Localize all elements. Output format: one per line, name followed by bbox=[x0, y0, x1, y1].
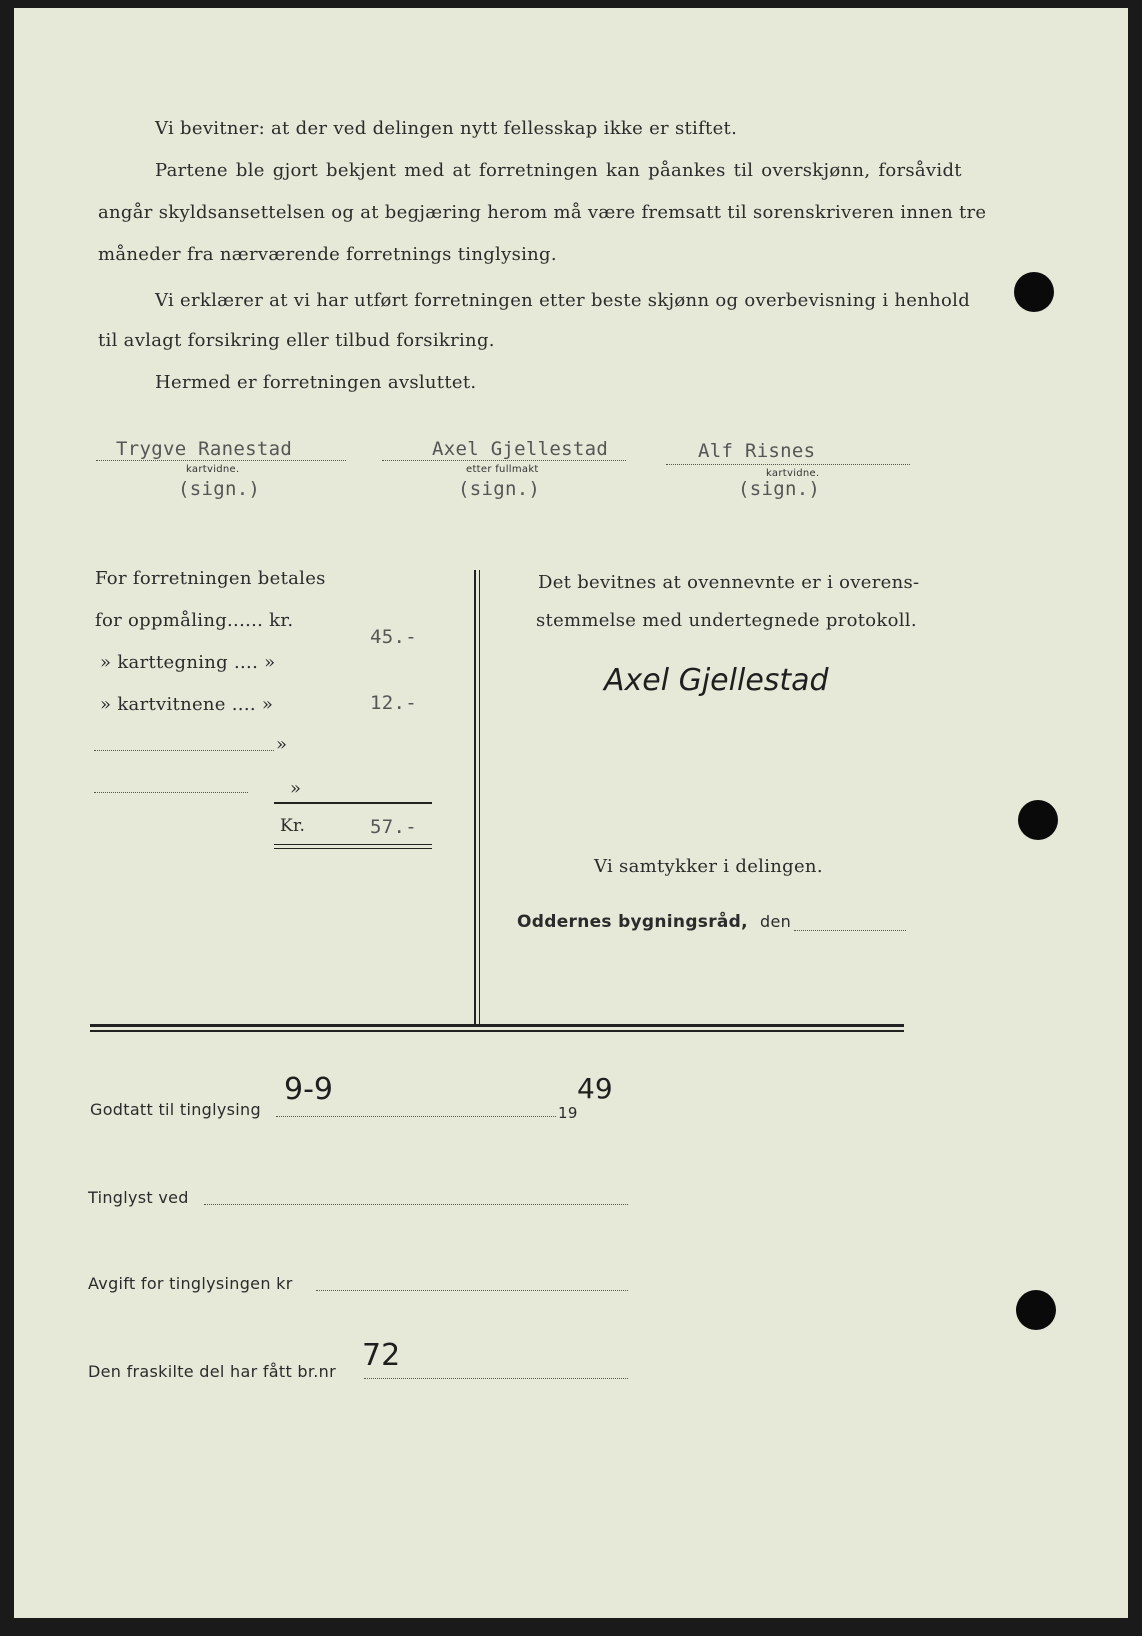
payment-oppmaling-value: 45.- bbox=[370, 626, 417, 648]
registry-tinglyst-label: Tinglyst ved bbox=[88, 1188, 189, 1207]
payment-total-label: Kr. bbox=[280, 816, 306, 836]
registry-fraskilt-line bbox=[364, 1378, 628, 1379]
signature-line-2 bbox=[382, 460, 626, 461]
document-page bbox=[14, 8, 1128, 1618]
certification-line1: Det bevitnes at ovennevnte er i overens- bbox=[538, 572, 920, 593]
signature-line-3 bbox=[666, 464, 910, 465]
signature-role-1: kartvidne. bbox=[186, 464, 240, 475]
signature-line-1 bbox=[96, 460, 346, 461]
signature-sign-1: (sign.) bbox=[178, 478, 261, 500]
payment-kartvitnene-label: » kartvitnene .... » bbox=[100, 694, 274, 715]
payment-heading: For forretningen betales bbox=[95, 568, 326, 589]
payment-blank-mark-1: » bbox=[276, 734, 288, 755]
paragraph-witness: Vi bevitner: at der ved delingen nytt fellesskap ikke er stiftet. bbox=[155, 118, 738, 139]
signature-name-1: Trygve Ranestad bbox=[116, 438, 293, 460]
payment-blank-line-1 bbox=[94, 750, 274, 751]
consent-text: Vi samtykker i delingen. bbox=[594, 856, 823, 877]
section-separator-thin bbox=[90, 1030, 904, 1032]
registry-year-suffix: 49 bbox=[577, 1072, 613, 1105]
punch-hole-bottom bbox=[1016, 1290, 1056, 1330]
payment-total-rule-1 bbox=[274, 844, 432, 845]
council-den-label: den bbox=[760, 912, 792, 931]
registry-godtatt-line bbox=[276, 1116, 556, 1117]
payment-total-rule-2 bbox=[274, 848, 432, 849]
payment-sum-rule bbox=[274, 802, 432, 804]
registry-tinglyst-line bbox=[204, 1204, 628, 1205]
payment-kartvitnene-value: 12.- bbox=[370, 692, 417, 714]
registry-godtatt-label: Godtatt til tinglysing bbox=[90, 1100, 261, 1119]
payment-karttegning-label: » karttegning .... » bbox=[100, 652, 276, 673]
signature-name-2: Axel Gjellestad bbox=[432, 438, 609, 460]
paragraph-declare-line2: til avlagt forsikring eller tilbud forsikring. bbox=[98, 330, 495, 351]
paragraph-declare-line1: Vi erklærer at vi har utført forretningen etter beste skjønn og overbevisning i henhold bbox=[155, 290, 971, 311]
payment-blank-mark-2: » bbox=[290, 778, 302, 799]
signature-sign-2: (sign.) bbox=[458, 478, 541, 500]
signature-name-3: Alf Risnes bbox=[698, 440, 816, 462]
registry-avgift-line bbox=[316, 1290, 628, 1291]
handwritten-signature: Axel Gjellestad bbox=[604, 663, 829, 698]
registry-avgift-label: Avgift for tinglysingen kr bbox=[88, 1274, 293, 1293]
paragraph-appeal-line3: måneder fra nærværende forretnings tinglysing. bbox=[98, 244, 557, 265]
payment-total-value: 57.- bbox=[370, 816, 417, 838]
signature-role-3: kartvidne. bbox=[766, 468, 820, 479]
punch-hole-top bbox=[1014, 272, 1054, 312]
council-name: Oddernes bygningsråd, bbox=[517, 912, 748, 932]
certification-line2: stemmelse med undertegnede protokoll. bbox=[536, 610, 917, 631]
registry-brnr: 72 bbox=[362, 1338, 401, 1373]
punch-hole-middle bbox=[1018, 800, 1058, 840]
payment-blank-line-2 bbox=[94, 792, 248, 793]
paragraph-concluded: Hermed er forretningen avsluttet. bbox=[155, 372, 477, 393]
vertical-divider-left bbox=[474, 570, 476, 1026]
paragraph-appeal-line2: angår skyldsansettelsen og at begjæring herom må være fremsatt til sorenskriveren innen tre bbox=[98, 202, 987, 223]
signature-role-2: etter fullmakt bbox=[466, 464, 539, 475]
vertical-divider-right bbox=[479, 570, 480, 1026]
paragraph-appeal-line1: Partene ble gjort bekjent med at forretningen kan påankes til overskjønn, forsåvidt bbox=[155, 160, 962, 181]
registry-year-prefix: 19 bbox=[558, 1104, 578, 1122]
registry-fraskilt-label: Den fraskilte del har fått br.nr bbox=[88, 1362, 336, 1381]
registry-godtatt-date: 9-9 bbox=[284, 1072, 333, 1107]
section-separator-thick bbox=[90, 1024, 904, 1027]
payment-oppmaling-label: for oppmåling...... kr. bbox=[95, 610, 294, 631]
signature-sign-3: (sign.) bbox=[738, 478, 821, 500]
council-date-line bbox=[794, 930, 906, 931]
